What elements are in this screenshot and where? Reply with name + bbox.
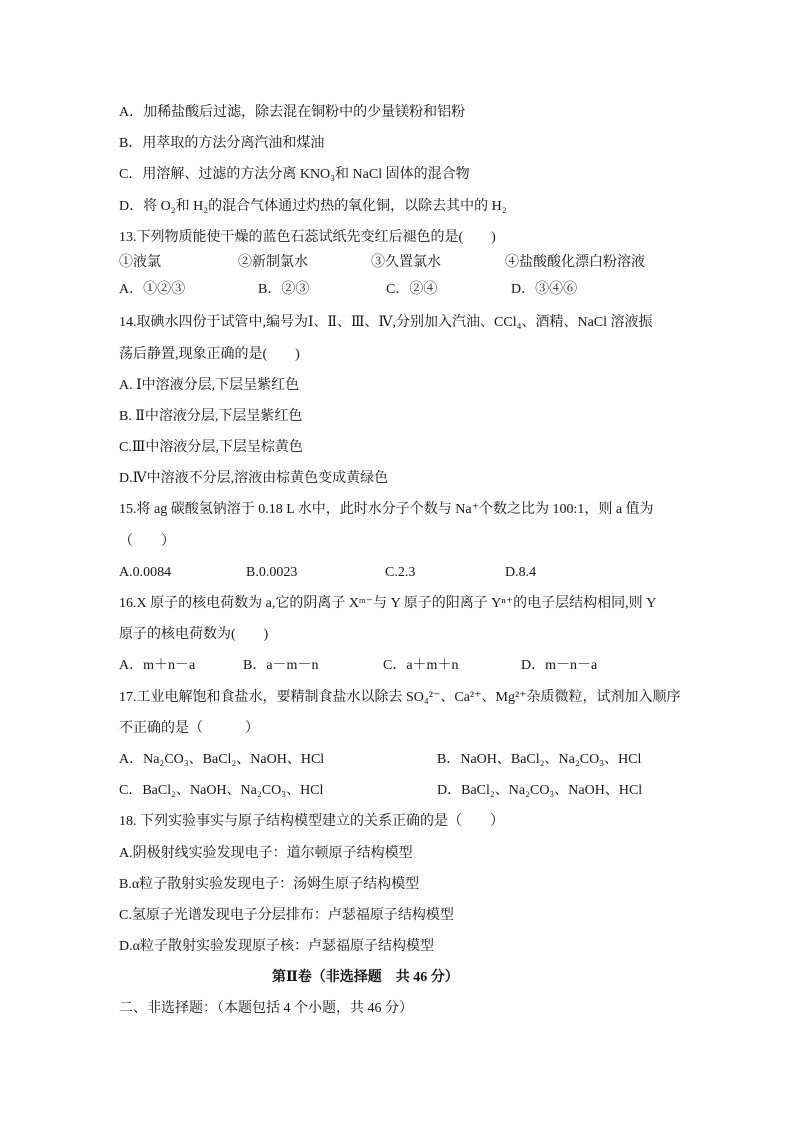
q15-option-c: C.2.3 xyxy=(385,564,416,580)
q18-option-b: B.α粒子散射实验发现电子：汤姆生原子结构模型 xyxy=(119,876,420,892)
q14-option-c: C.Ⅲ中溶液分层,下层呈棕黄色 xyxy=(119,440,303,456)
q13-option-b: B．②③ xyxy=(258,282,310,298)
q13-item-2: ②新制氯水 xyxy=(238,254,308,270)
q16-option-d: D．m－n－a xyxy=(521,658,598,674)
q17-stem-line1: 17.工业电解饱和食盐水，要精制食盐水以除去 SO₄²⁻、Ca²⁺、Mg²⁺杂质微粒，试剂加入顺序 xyxy=(119,689,681,705)
q17-option-d: D．BaCl₂、Na₂CO₃、NaOH、HCl xyxy=(437,783,643,799)
q15-option-a: A.0.0084 xyxy=(119,564,172,580)
q13-item-3: ③久置氯水 xyxy=(371,254,441,270)
q12-option-c: C．用溶解、过滤的方法分离 KNO₃和 NaCl 固体的混合物 xyxy=(119,167,470,183)
q14-option-d: D.Ⅳ中溶液不分层,溶液由棕黄色变成黄绿色 xyxy=(119,471,389,487)
q13-item-4: ④盐酸酸化漂白粉溶液 xyxy=(505,254,645,270)
q13-option-a: A．①②③ xyxy=(119,282,186,298)
q13-stem: 13.下列物质能使干燥的蓝色石蕊试纸先变红后褪色的是( ) xyxy=(119,229,496,245)
q12-option-a: A．加稀盐酸后过滤，除去混在铜粉中的少量镁粉和铝粉 xyxy=(119,105,466,120)
q13-options-row xyxy=(119,274,679,305)
q15-stem-line2: （ ） xyxy=(119,533,175,549)
q18-option-c: C.氢原子光谱发现电子分层排布：卢瑟福原子结构模型 xyxy=(119,907,454,923)
q18-option-d: D.α粒子散射实验发现原子核：卢瑟福原子结构模型 xyxy=(119,939,434,955)
q15-stem-line1: 15.将 ag 碳酸氢钠溶于 0.18 L 水中，此时水分子个数与 Na⁺个数之比为 100:1，则 a 值为 xyxy=(119,502,654,518)
q18-stem: 18. 下列实验事实与原子结构模型建立的关系正确的是（ ） xyxy=(119,814,504,830)
q12-option-b: B．用萃取的方法分离汽油和煤油 xyxy=(119,136,325,152)
q17-option-a: A．Na₂CO₃、BaCl₂、NaOH、HCl xyxy=(119,751,325,767)
q16-option-b: B．a－m－n xyxy=(243,658,319,674)
q15-options-row xyxy=(119,557,679,588)
q15-option-b: B.0.0023 xyxy=(246,564,298,580)
q15-option-d: D.8.4 xyxy=(505,564,537,580)
q17-stem-line2: 不正确的是（ ） xyxy=(119,720,259,736)
q17-option-c: C．BaCl₂、NaOH、Na₂CO₃、HCl xyxy=(119,783,324,799)
q13-option-c: C．②④ xyxy=(386,282,438,298)
q12-option-d: D．将 O₂和 H₂的混合气体通过灼热的氧化铜，以除去其中的 H₂ xyxy=(119,198,507,214)
q16-options-row xyxy=(119,650,679,681)
q16-stem-line2: 原子的核电荷数为( ) xyxy=(119,627,269,643)
q13-option-d: D．③④⑥ xyxy=(511,282,578,298)
q16-option-c: C．a＋m＋n xyxy=(383,658,459,674)
q18-option-a: A.阴极射线实验发现电子：道尔顿原子结构模型 xyxy=(119,845,413,861)
q14-option-b: B. Ⅱ中溶液分层,下层呈紫红色 xyxy=(119,408,303,424)
q16-stem-line1: 16.X 原子的核电荷数为 a,它的阴离子 Xᵐ⁻与 Y 原子的阳离子 Yⁿ⁺的电子层结构相同,则 Y xyxy=(119,596,657,611)
q17-option-b: B．NaOH、BaCl₂、Na₂CO₃、HCl xyxy=(437,751,642,767)
q17-options-row-1 xyxy=(119,744,679,775)
q14-stem-line2: 荡后静置,现象正确的是( ) xyxy=(119,346,300,362)
q16-option-a: A．m＋n－a xyxy=(119,658,196,674)
q14-option-a: A. Ⅰ中溶液分层,下层呈紫红色 xyxy=(119,377,300,393)
section-2-heading: 第Ⅱ卷（非选择题 共 46 分） xyxy=(272,970,459,986)
q13-item-1: ①液氯 xyxy=(119,254,161,270)
section-2-intro: 二、非选择题：（本题包括 4 个小题，共 46 分） xyxy=(119,1001,413,1017)
q14-stem-line1: 14.取碘水四份于试管中,编号为Ⅰ、Ⅱ、Ⅲ、Ⅳ,分别加入汽油、CCl₄、酒精、NaCl 溶液振 xyxy=(119,315,653,331)
q17-options-row-2 xyxy=(119,775,679,806)
